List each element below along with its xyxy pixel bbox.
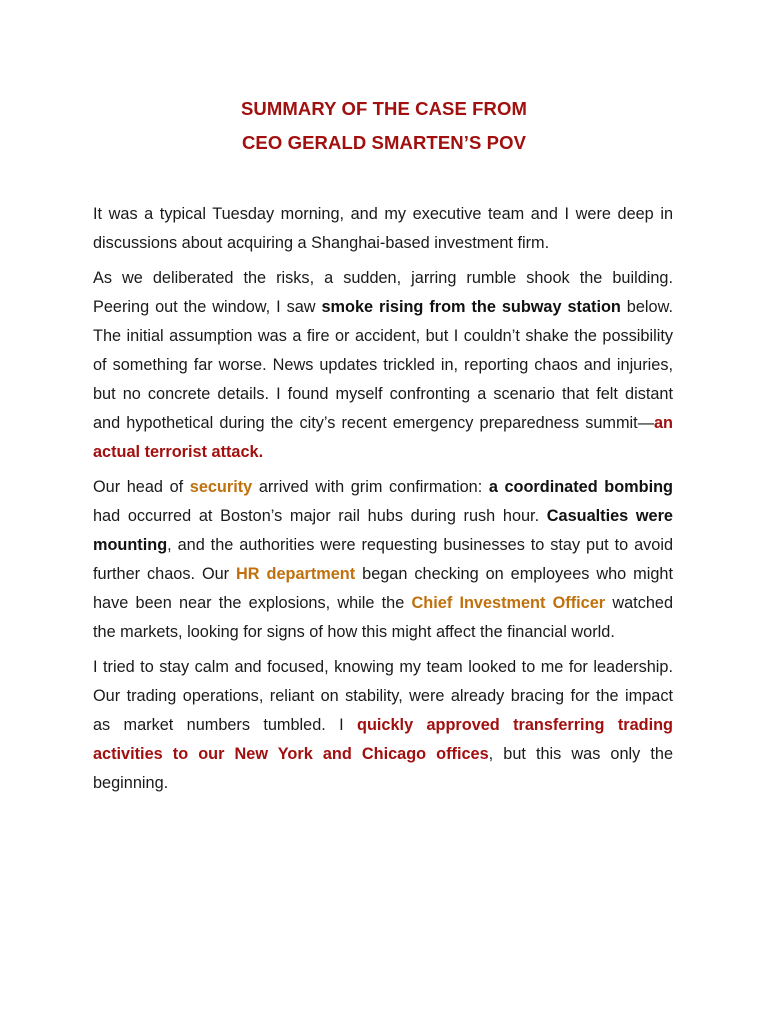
paragraph-4 (93, 653, 673, 798)
paragraph-2 (93, 264, 673, 468)
paragraph-3 (93, 473, 673, 648)
paragraph-text: Our head of (93, 477, 190, 496)
orange-emphasis: Chief Investment Officer (411, 594, 606, 613)
paragraph-text: arrived with grim confirmation: (252, 477, 489, 496)
red-emphasis: quickly approved transferring trading activities to our New York and Chicago offices (93, 716, 673, 764)
bold-emphasis: Casualties were mounting (93, 506, 673, 555)
paragraph-text: As we deliberated the risks, a sudden, jarring rumble shook the building. Peering out the window, I saw (93, 268, 673, 316)
red-emphasis: an actual terrorist attack. (93, 414, 673, 462)
paragraph-text: I tried to stay calm and focused, knowing my team looked to me for leadership. Our trading operations, reliant on stability, were already bracing for the impact as market numbers tumbled. I (93, 657, 673, 735)
document-body (93, 200, 673, 804)
document-title (0, 92, 768, 160)
bold-emphasis: smoke rising from the subway station (321, 297, 621, 316)
bold-emphasis: a coordinated bombing (488, 477, 673, 496)
paragraph-text: It was a typical Tuesday morning, and my executive team and I were deep in discussions about acquiring a Shanghai-based investment firm. (93, 205, 673, 253)
paragraph-text: below. The initial assumption was a fire or accident, but I couldn’t shake the possibility of something far worse. News updates trickled in, reporting chaos and injuries, but no concrete details. I found myself confronting a scenario that felt distant and hypothetical during the city’s recent emergency preparedness summit— (93, 297, 673, 433)
paragraph-text: began checking on employees who might have been near the explosions, while the (93, 565, 673, 613)
paragraph-text: , and the authorities were requesting businesses to stay put to avoid further chaos. Our (93, 536, 673, 584)
paragraph-text: watched the markets, looking for signs of how this might affect the financial world. (93, 594, 673, 642)
orange-emphasis: security (189, 477, 253, 496)
paragraph-1 (93, 200, 673, 258)
title-line-2: CEO GERALD SMARTEN’S POV (241, 132, 527, 153)
orange-emphasis: HR department (236, 565, 356, 584)
paragraph-text: had occurred at Boston’s major rail hubs during rush hour. (93, 506, 547, 525)
paragraph-text: , but this was only the beginning. (93, 745, 673, 793)
title-line-1: SUMMARY OF THE CASE FROM (240, 98, 528, 119)
